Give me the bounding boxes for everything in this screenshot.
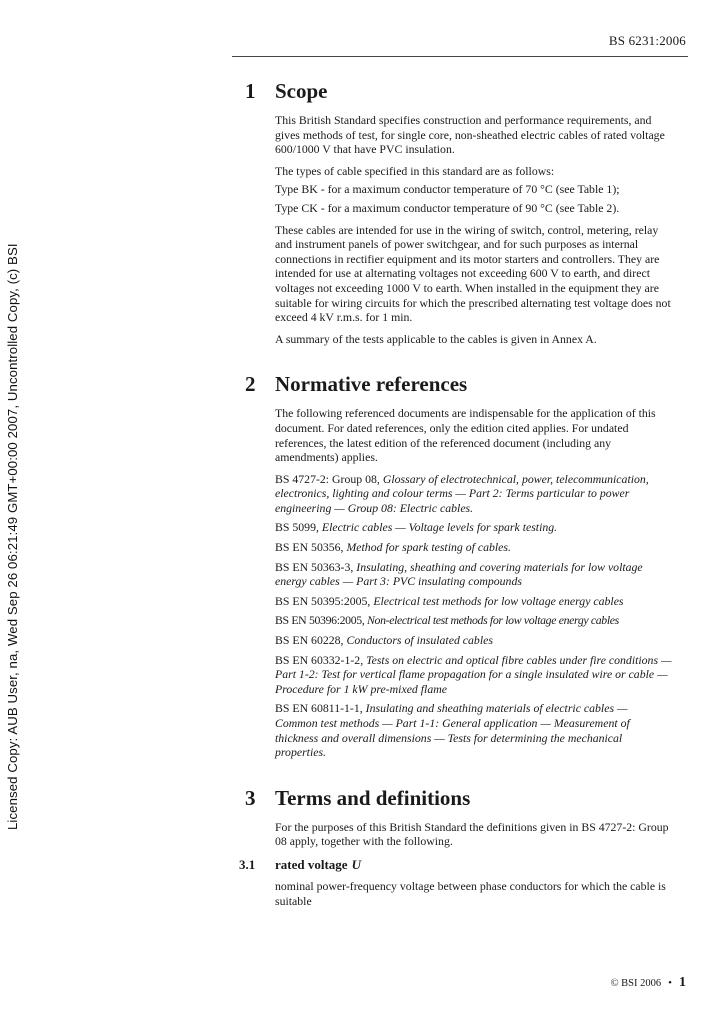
subsection-number: 3.1 xyxy=(239,856,256,872)
page-content xyxy=(233,79,673,915)
reference-item xyxy=(275,520,673,535)
reference-item xyxy=(275,594,673,609)
reference-code: BS EN 50396:2005, xyxy=(275,613,365,628)
paragraph: These cables are intended for use in the wiring of switch, control, metering, relay and instrument panels of power switchgear, and for such purposes as internal connections in rectifier equipment and its motor starters and controllers. They are intended for use at alternating voltages not exceeding 600 V to earth, and direct voltages not exceeding 1000 V to earth. When installed in the equipment they are suitable for wiring circuits for which the prescribed alternating test voltage does not exceed 4 kV r.m.s. for 1 min. xyxy=(275,222,671,325)
copyright-notice: © BSI 2006 xyxy=(610,977,662,989)
paragraph: Type CK - for a maximum conductor temperature of 90 °C (see Table 2). xyxy=(275,200,620,215)
reference-code: BS EN 50356, xyxy=(275,540,344,555)
reference-code: BS EN 60811-1-1, xyxy=(275,701,363,716)
reference-item xyxy=(275,472,673,516)
section-2-heading xyxy=(233,372,673,397)
section-number: 1 xyxy=(245,79,256,103)
section-3-body xyxy=(275,820,673,849)
section-title: Scope xyxy=(275,79,328,103)
section-title: Normative references xyxy=(275,372,468,397)
section-1-body xyxy=(275,113,673,346)
reference-title: Tests on electric and optical fibre cables under fire conditions — Part 1-2: Test for vertical flame propagation for a single insulated wire or cable — Procedure for 1 kW pre-mixed flame xyxy=(275,652,672,696)
watermark-text: Licensed Copy: AUB User, na, Wed Sep 26 06:21:49 GMT+00:00 2007, Uncontrolled Copy, (c) BSI xyxy=(5,243,20,830)
section-number: 2 xyxy=(245,372,256,397)
subsection-title xyxy=(275,857,361,873)
page-number: 1 xyxy=(679,975,686,990)
paragraph: Type BK - for a maximum conductor temperature of 70 °C (see Table 1); xyxy=(275,182,620,197)
reference-title: Conductors of insulated cables xyxy=(346,633,493,648)
reference-title: Electric cables — Voltage levels for spark testing. xyxy=(321,520,558,535)
reference-title: Electrical test methods for low voltage energy cables xyxy=(373,593,624,608)
reference-item xyxy=(275,633,673,648)
reference-item xyxy=(275,540,673,555)
reference-title: Non-electrical test methods for low voltage energy cables xyxy=(367,613,619,628)
paragraph: For the purposes of this British Standard the definitions given in BS 4727-2: Group 08 apply, together with the following. xyxy=(275,819,669,849)
footer-bullet: • xyxy=(668,977,672,989)
subsection-3-1-heading xyxy=(233,857,673,873)
reference-code: BS EN 60228, xyxy=(275,633,344,648)
reference-code: BS 4727-2: Group 08, xyxy=(275,471,380,486)
reference-item xyxy=(275,653,673,697)
reference-code: BS EN 50363-3, xyxy=(275,559,354,574)
reference-item xyxy=(275,560,673,589)
reference-code: BS EN 50395:2005, xyxy=(275,593,371,608)
section-1-heading xyxy=(233,79,673,104)
paragraph: A summary of the tests applicable to the cables is given in Annex A. xyxy=(275,331,597,346)
reference-item xyxy=(275,701,673,759)
section-2-body xyxy=(275,406,673,759)
reference-item xyxy=(275,613,673,628)
section-number: 3 xyxy=(245,785,256,810)
reference-code: BS EN 60332-1-2, xyxy=(275,652,364,667)
paragraph: The types of cable specified in this standard are as follows: xyxy=(275,163,555,178)
paragraph: This British Standard specifies construction and performance requirements, and gives methods of test, for single core, non-sheathed electric cables of rated voltage 600/1000 V that have PVC insulation. xyxy=(275,113,665,157)
term-symbol: U xyxy=(351,856,361,872)
header-rule xyxy=(232,56,688,57)
reference-code: BS 5099, xyxy=(275,520,319,535)
reference-title: Insulating, sheathing and covering materials for low voltage energy cables — Part 3: PVC insulating compounds xyxy=(275,559,643,589)
reference-title: Method for spark testing of cables. xyxy=(346,540,511,555)
subsection-3-1-body xyxy=(275,879,673,908)
reference-title: Insulating and sheathing materials of electric cables — Common test methods — Part 1-1: General application — Measurement of thickness and overall dimensions — Tests for determining the mechanical properties. xyxy=(275,701,630,760)
paragraph: The following referenced documents are indispensable for the application of this document. For dated references, only the edition cited applies. For undated references, the latest edition of the referenced document (including any amendments) applies. xyxy=(275,406,656,465)
page-footer xyxy=(611,975,686,991)
definition-text: nominal power-frequency voltage between phase conductors for which the cable is suitable xyxy=(275,878,666,908)
document-reference: BS 6231:2006 xyxy=(608,33,686,48)
reference-title: Glossary of electrotechnical, power, telecommunication, electronics, lighting and colour terms — Part 2: Terms particular to power engineering — Group 08: Electric cables. xyxy=(275,471,649,515)
term: rated voltage xyxy=(275,856,348,872)
section-3-heading xyxy=(233,786,673,811)
section-title: Terms and definitions xyxy=(275,785,471,810)
